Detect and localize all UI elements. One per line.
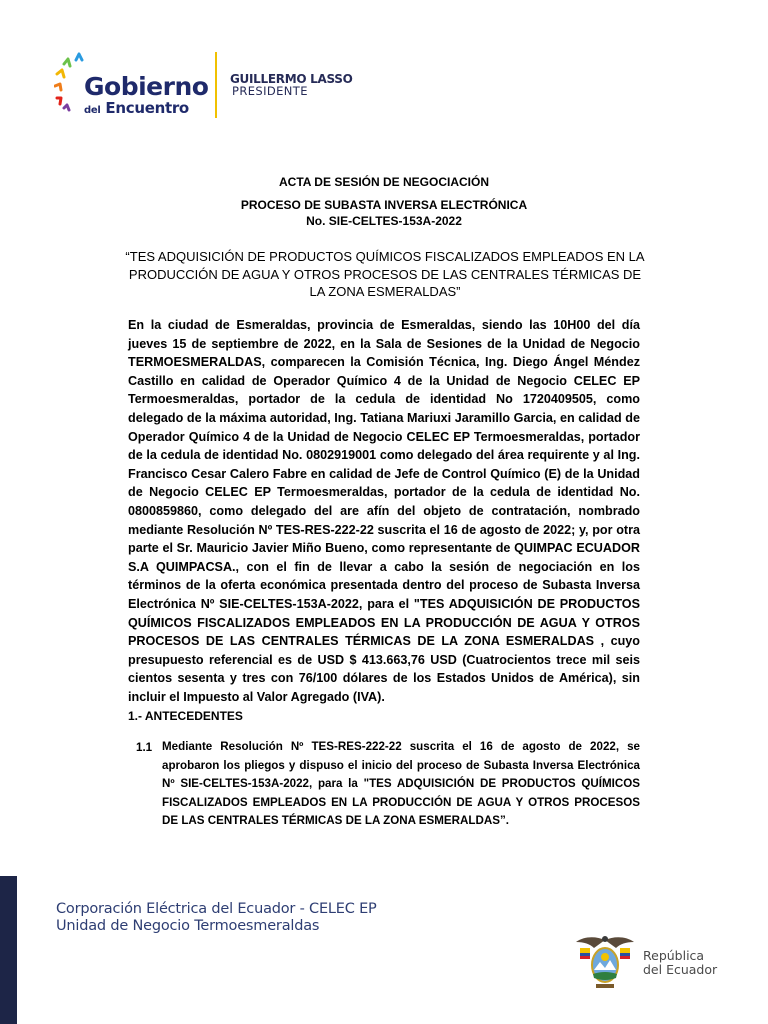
header-divider: [215, 52, 217, 118]
president-block: [230, 73, 353, 98]
republic-block: [643, 950, 717, 976]
organization-name: Corporación Eléctrica del Ecuador - CELEC EP: [56, 901, 377, 917]
gobierno-sun-logo-icon: [54, 52, 84, 112]
process-number: No. SIE-CELTES-153A-2022: [306, 214, 462, 228]
footer-organization: [56, 902, 377, 933]
object-title: “TES ADQUISICIÓN DE PRODUCTOS QUÍMICOS FISCALIZADOS EMPLEADOS EN LA PRODUCCIÓN DE AGUA Y OTROS PROCESOS DE LAS CENTRALES TÉRMICAS DE LA ZONA ESMERALDAS”: [125, 249, 645, 299]
logo-subtitle-prefix: del: [84, 105, 101, 116]
republic-line-2: del Ecuador: [643, 961, 718, 977]
logo-subtitle-main: Encuentro: [105, 99, 189, 117]
logo-title: Gobierno: [84, 72, 209, 101]
list-item-text: Mediante Resolución Nº TES-RES-222-22 suscrita el 16 de agosto de 2022, se aprobaron los pliegos y dispuso el inicio del proceso de Subasta Inversa Electrónica Nº SIE-CELTES-153A-2022, para la "TES ADQUISICIÓN DE PRODUCTOS QUÍMICOS FISCALIZADOS EMPLEADOS EN LA PRODUCCIÓN DE AGUA Y OTROS PROCESOS DE LAS CENTRALES TÉRMICAS DE LA ZONA ESMERALDAS”.: [162, 740, 640, 827]
logo-subtitle: [84, 101, 189, 116]
unit-name: Unidad de Negocio Termoesmeraldas: [56, 917, 320, 934]
document-title: ACTA DE SESIÓN DE NEGOCIACIÓN: [278, 175, 490, 189]
president-name: GUILLERMO LASSO: [230, 72, 353, 86]
republic-line-1: República: [643, 948, 705, 963]
process-line: PROCESO DE SUBASTA INVERSA ELECTRÓNICA: [240, 198, 528, 212]
main-paragraph: En la ciudad de Esmeraldas, provincia de Esmeraldas, siendo las 10H00 del día jueves 15 de septiembre de 2022, en la Sala de Sesiones de la Unidad de Negocio TERMOESMERALDAS, comparecen la Comisión Técnica, Ing. Diego Ángel Méndez Castillo en calidad de Operador Químico 4 de la Unidad de Negocio CELEC EP Termoesmeraldas, portador de la cedula de identidad No 1720409505, como delegado de la máxima autoridad, Ing. Tatiana Mariuxi Jaramillo Garcia, en calidad de Operador Químico 4 de la Unidad de Negocio CELEC EP Termoesmeraldas, portador de la cedula de identidad No. 0802919001 como delegado del área requirente y al Ing. Francisco Cesar Calero Fabre en calidad de Jefe de Control Químico (E) de la Unidad de Negocio CELEC EP Termoesmeraldas, portador de la cedula de identidad No. 0800859860, como delegado del are afín del objeto de contratación, nombrado mediante Resolución Nº TES-RES-222-22 suscrita el 16 de agosto de 2022; y, por otra parte el Sr. Mauricio Javier Miño Bueno, como representante de QUIMPAC ECUADOR S.A QUIMPACSA., con el fin de llevar a cabo la sesión de negociación en los términos de la oferta económica presentada dentro del proceso de Subasta Inversa Electrónica Nº SIE-CELTES-153A-2022, para el "TES ADQUISICIÓN DE PRODUCTOS QUÍMICOS FISCALIZADOS EMPLEADOS EN LA PRODUCCIÓN DE AGUA Y OTROS PROCESOS DE LAS CENTRALES TÉRMICAS DE LA ZONA ESMERALDAS , cuyo presupuesto referencial es de USD $ 413.663,76 USD (Cuatrocientos trece mil seis cientos sesenta y tres con 76/100 dólares de los Estados Unidos de América), sin incluir el Impuesto al Valor Agregado (IVA).: [128, 318, 640, 704]
gobierno-logo: [54, 46, 214, 126]
footer-accent-bar: [0, 876, 17, 1024]
section-heading: 1.- ANTECEDENTES: [128, 709, 243, 723]
ecuador-coat-of-arms-icon: [572, 930, 638, 996]
president-title: PRESIDENTE: [232, 84, 308, 98]
list-item-number: 1.1: [136, 741, 153, 754]
